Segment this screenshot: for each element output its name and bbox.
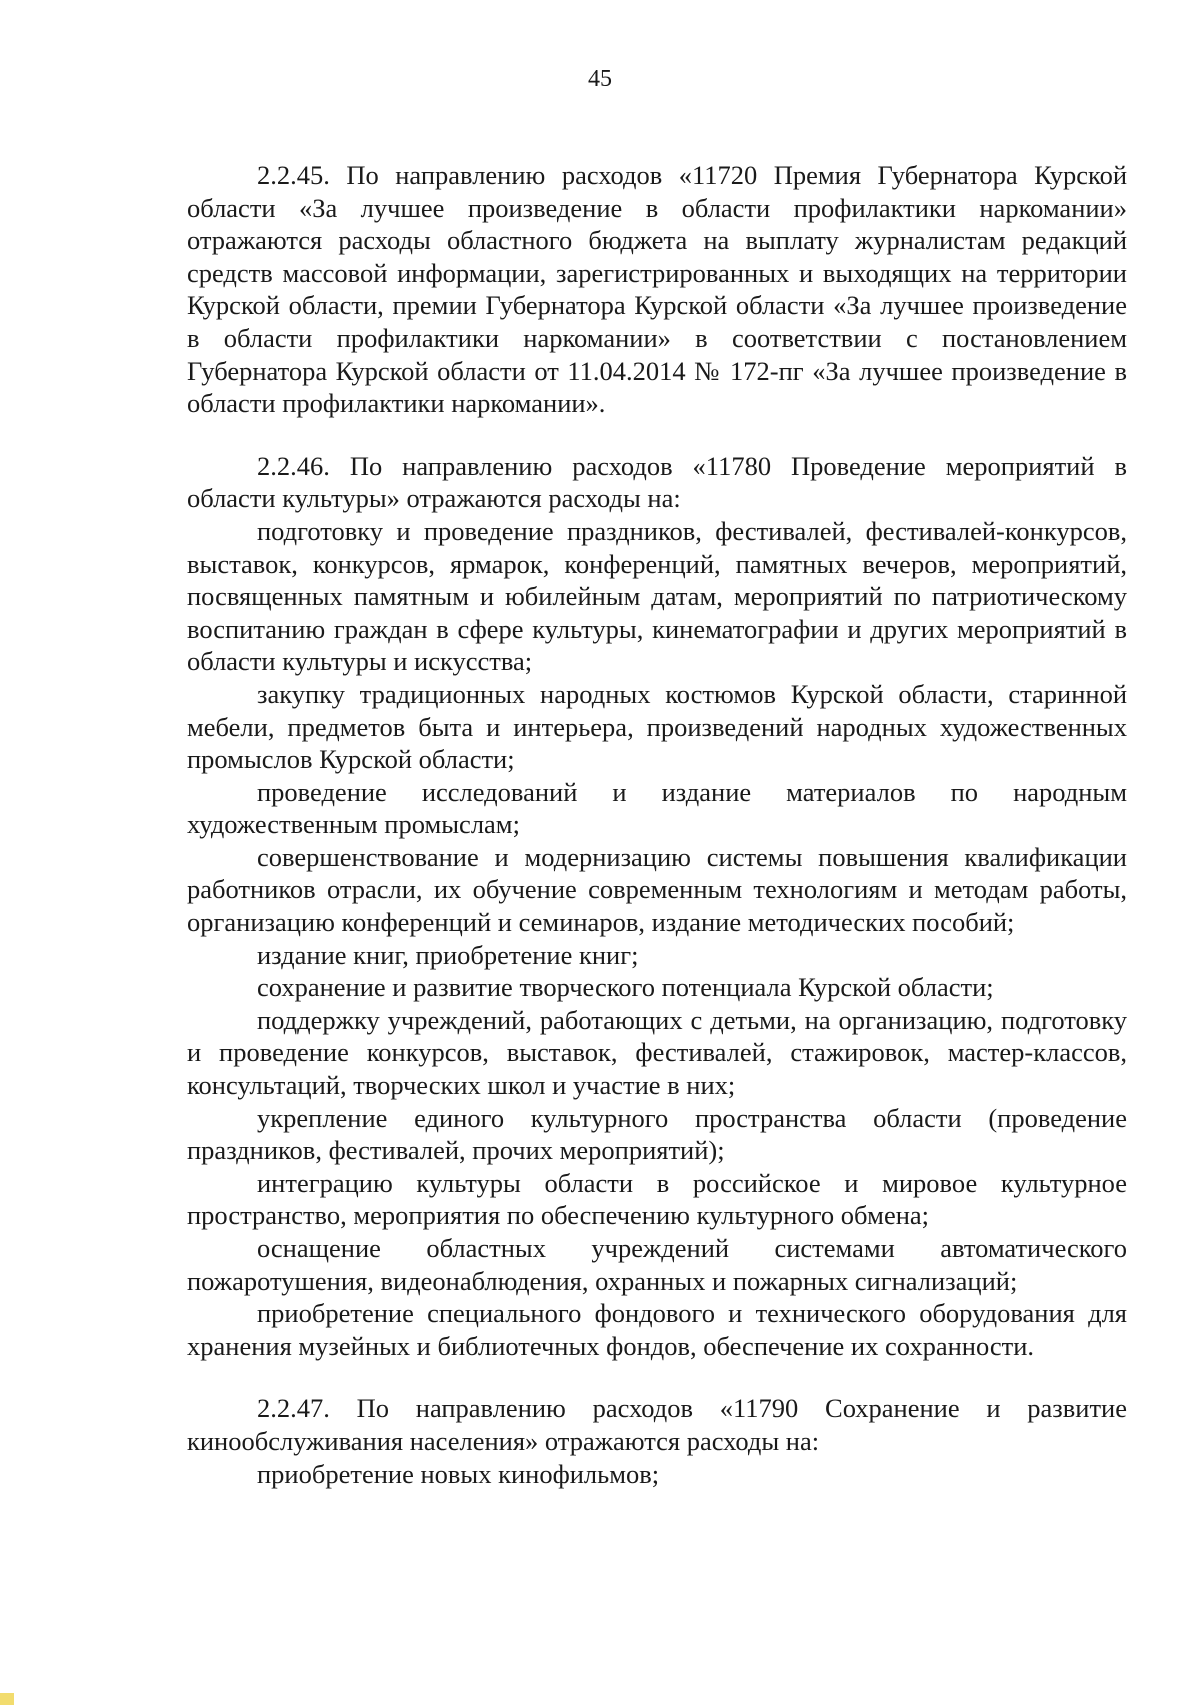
list-item: интеграцию культуры области в российское и мировое культурное пространство, мероприятия по обеспечению культурного обмена;: [187, 1167, 1127, 1231]
list-item: проведение исследований и издание материалов по народным художественным промыслам;: [187, 776, 1127, 840]
list-item: приобретение новых кинофильмов;: [257, 1458, 660, 1489]
document-body: [187, 159, 1127, 1490]
list-item: сохранение и развитие творческого потенциала Курской области;: [257, 972, 994, 1003]
list-item: оснащение областных учреждений системами автоматического пожаротушения, видеонаблюдения, охранных и пожарных сигнализаций;: [187, 1233, 1127, 1296]
list-item: укрепление единого культурного пространства области (проведение праздников, фестивалей, прочих мероприятий);: [187, 1102, 1127, 1166]
list-item: совершенствование и модернизацию системы повышения квалификации работников отрасли, их обучение современным технологиям и методам работы, организацию конференций и семинаров, издание методических пособий;: [187, 841, 1127, 938]
list-item: подготовку и проведение праздников, фестивалей, фестивалей-конкурсов, выставок, конкурсов, ярмарок, конференций, памятных вечеров, мероприятий, посвященных памятным и юбилейным датам, мероприятий по патриотическому воспитанию граждан в сфере культуры, кинематографии и других мероприятий в области культуры и искусства;: [187, 515, 1127, 677]
list-item: издание книг, приобретение книг;: [257, 939, 639, 970]
list-item: поддержку учреждений, работающих с детьми, на организацию, подготовку и проведение конкурсов, выставок, фестивалей, стажировок, мастер-классов, консультаций, творческих школ и участие в них;: [187, 1004, 1127, 1101]
page-number: 45: [588, 66, 612, 92]
list-item: закупку традиционных народных костюмов Курской области, старинной мебели, предметов быта и интерьера, произведений народных художественных промыслов Курской области;: [187, 678, 1127, 775]
paragraph-2-2-46: 2.2.46. По направлению расходов «11780 Проведение мероприятий в области культуры» отражаются расходы на:: [187, 450, 1127, 514]
list-item: приобретение специального фондового и технического оборудования для хранения музейных и библиотечных фондов, обеспечение их сохранности.: [187, 1298, 1127, 1361]
paragraph-2-2-45: 2.2.45. По направлению расходов «11720 Премия Губернатора Курской области «За лучшее произведение в области профилактики наркомании» отражаются расходы областного бюджета на выплату журналистам редакций средств массовой информации, зарегистрированных и выходящих на территории Курской области, премии Губернатора Курской области «За лучшее произведение в области профилактики наркомании» в соответствии с постановлением Губернатора Курской области от 11.04.2014 № 172-пг «За лучшее произведение в области профилактики наркомании».: [187, 160, 1127, 419]
paragraph-2-2-47: 2.2.47. По направлению расходов «11790 Сохранение и развитие кинообслуживания населения» отражаются расходы на:: [187, 1393, 1127, 1456]
scan-corner-mark: [0, 1693, 14, 1705]
